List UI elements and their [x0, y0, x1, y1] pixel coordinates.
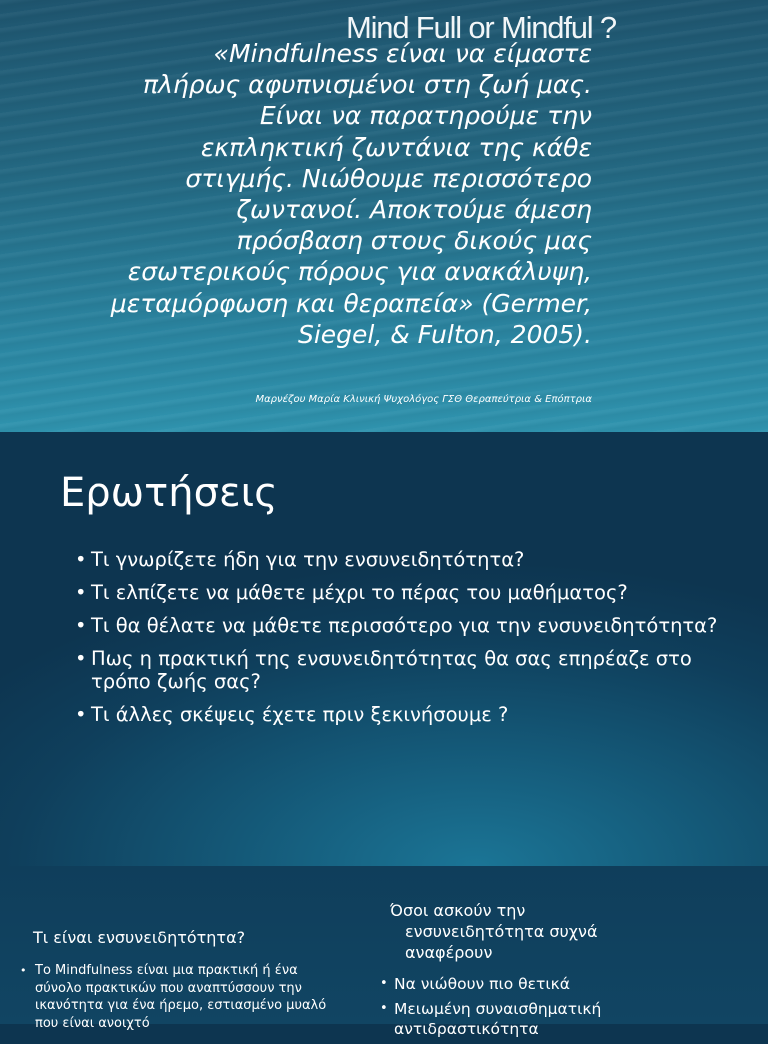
slide-questions	[0, 432, 768, 866]
question-item: • Τι γνωρίζετε ήδη για την ενσυνειδητότητα?	[75, 548, 735, 571]
benefits-heading-line: αναφέρουν	[405, 943, 493, 962]
benefits-heading	[390, 900, 690, 963]
slide-quote	[0, 0, 768, 432]
definition-heading: Τι είναι ενσυνειδητότητα?	[33, 928, 246, 947]
benefits-list	[380, 974, 680, 1044]
author-credit: Μαρνέζου Μαρία Κλινική Ψυχολόγος ΓΣΘ Θεραπεύτρια & Επόπτρια	[255, 394, 592, 405]
quote-line: πλήρως αφυπνισμένοι στη ζωή μας.	[143, 70, 592, 100]
benefit-item: • Να νιώθουν πιο θετικά	[380, 974, 680, 994]
quote-line: εκπληκτική ζωντάνια της κάθε	[200, 132, 592, 162]
benefit-item: • Μειωμένη συναισθηματική αντιδραστικότητα	[380, 999, 680, 1039]
question-item: • Τι θα θέλατε να μάθετε περισσότερο για την ενσυνειδητότητα?	[75, 614, 735, 637]
quote-line: πρόσβαση στους δικούς μας	[236, 226, 592, 256]
quote-line: ζωντανοί. Αποκτούμε άμεση	[236, 195, 592, 225]
quote-line: «Mindfulness είναι να είμαστε	[213, 39, 592, 68]
quote-line: Siegel, & Fulton, 2005).	[297, 319, 592, 349]
slide-definition	[0, 866, 768, 1038]
benefits-heading-line: Όσοι ασκούν την	[390, 901, 526, 920]
slide-title: Mind Full or Mindful ?	[346, 10, 616, 45]
question-item: • Πως η πρακτική της ενσυνειδητότητας θα σας επηρέαζε στο τρόπο ζωής σας?	[75, 647, 735, 693]
quote-line: Είναι να παρατηρούμε την	[259, 101, 592, 131]
questions-list	[75, 548, 735, 736]
quote-line: μεταμόρφωση και θεραπεία» (Germer,	[110, 288, 592, 318]
benefits-heading-line: ενσυνειδητότητα συχνά	[405, 922, 598, 941]
question-item: • Τι άλλες σκέψεις έχετε πριν ξεκινήσουμε ?	[75, 703, 735, 726]
definition-item: • Το Mindfulness είναι μια πρακτική ή ένα σύνολο πρακτικών που αναπτύσσουν την ικανότητα για ένα ήρεμο, εστιασμένο μυαλό που είναι ανοιχτό	[20, 962, 340, 1032]
quote-line: στιγμής. Νιώθουμε περισσότερο	[185, 163, 592, 193]
quote-line: εσωτερικούς πόρους για ανακάλυψη,	[127, 257, 592, 287]
questions-heading: Ερωτήσεις	[60, 470, 278, 516]
definition-list	[20, 962, 340, 1032]
quote-text	[0, 38, 592, 350]
question-item: • Τι ελπίζετε να μάθετε μέχρι το πέρας του μαθήματος?	[75, 581, 735, 604]
